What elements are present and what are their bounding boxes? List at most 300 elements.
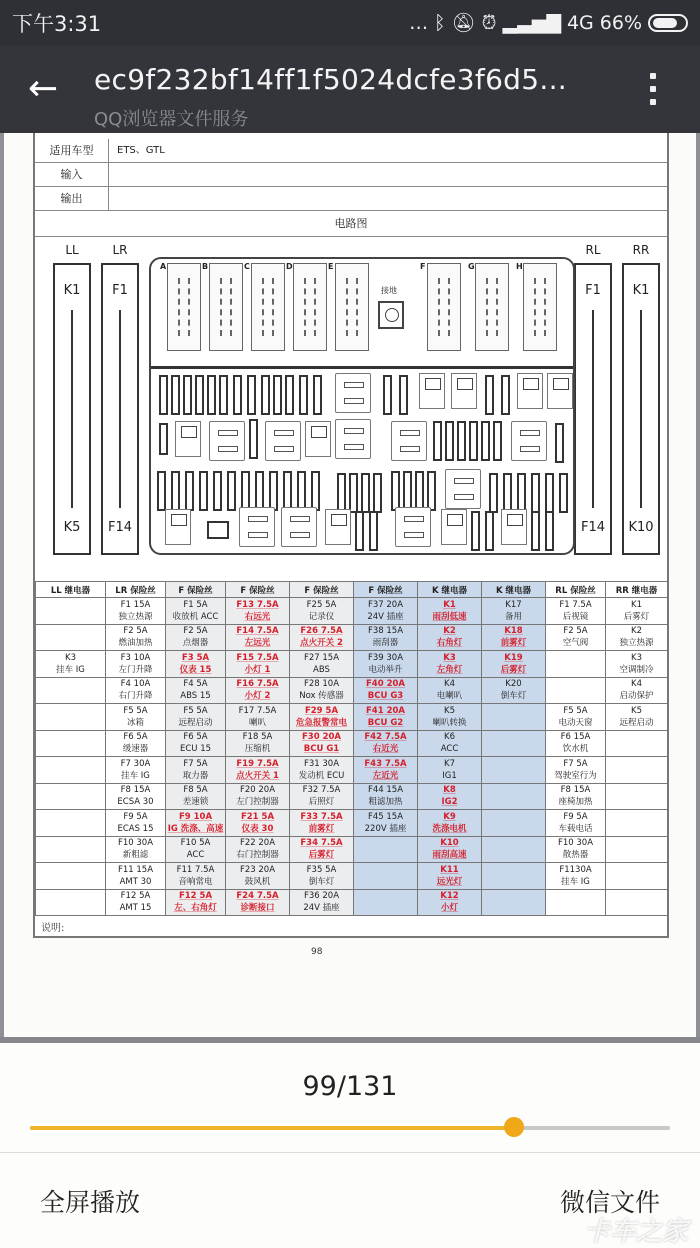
table-cell: [290, 651, 354, 678]
cell-function: 右门升降: [118, 691, 153, 702]
table-cell: [290, 889, 354, 916]
column-header: F 保险丝: [226, 582, 290, 598]
table-cell: [226, 836, 290, 863]
back-arrow-icon[interactable]: ←: [28, 68, 59, 109]
cell-function: 车载电话: [558, 823, 593, 834]
cell-function: 缓速器: [122, 744, 149, 755]
table-cell: [482, 836, 546, 863]
cell-function: 雨刮器: [372, 638, 399, 649]
cell-code: F7 30A: [120, 758, 151, 769]
cell-code: K4: [444, 679, 455, 690]
cell-function: 右远光: [244, 611, 271, 622]
cell-code: F5 5A: [563, 705, 588, 716]
table-cell: [106, 624, 166, 651]
cell-code: F13 7.5A: [236, 599, 279, 610]
more-options-icon[interactable]: [646, 73, 660, 105]
cell-function: 仪表 30: [241, 823, 274, 834]
cell-function: 鼓风机: [244, 876, 271, 887]
table-cell: [606, 757, 668, 784]
wechat-files-button[interactable]: 微信文件: [559, 1188, 660, 1217]
cell-function: 仪表 15: [179, 664, 212, 675]
table-cell: [482, 704, 546, 731]
table-cell: [606, 651, 668, 678]
table-cell: [354, 677, 418, 704]
cell-function: 右近光: [372, 744, 399, 755]
table-row: [36, 810, 668, 837]
bluetooth-icon: ᛒ: [434, 11, 446, 34]
table-cell: [106, 810, 166, 837]
cell-code: F6 5A: [183, 732, 208, 743]
table-cell: [106, 889, 166, 916]
cell-function: 挂车 IG: [561, 876, 590, 887]
cell-function: 远程启动: [619, 717, 654, 728]
table-cell: [546, 757, 606, 784]
cell-function: BCU G3: [367, 691, 404, 702]
table-cell: [354, 863, 418, 890]
strip-ll: LL K1 K5: [51, 237, 93, 555]
table-cell: [166, 598, 226, 625]
info-label: 输出: [35, 187, 109, 210]
cell-code: F1 5A: [183, 599, 208, 610]
info-label: 适用车型: [35, 139, 109, 162]
cell-function: 压缩机: [244, 744, 271, 755]
table-row: [36, 651, 668, 678]
cell-function: 诊断接口: [240, 903, 275, 914]
cell-code: K10: [440, 838, 459, 849]
table-cell: [606, 624, 668, 651]
cell-function: 冰箱: [126, 717, 144, 728]
column-header: K 继电器: [418, 582, 482, 598]
table-cell: [354, 651, 418, 678]
cell-code: K4: [631, 679, 642, 690]
info-row-output: [35, 187, 667, 211]
table-cell: [418, 598, 482, 625]
app-bar: [0, 45, 700, 133]
table-cell: [354, 889, 418, 916]
table-cell: [166, 730, 226, 757]
column-header: F 保险丝: [290, 582, 354, 598]
table-cell: [166, 757, 226, 784]
bottom-bar: [0, 1043, 700, 1247]
cell-code: F25 5A: [306, 599, 337, 610]
fuse-box-diagram: [149, 257, 575, 555]
cell-function: 差速锁: [182, 797, 209, 808]
table-cell: [354, 783, 418, 810]
page-edge-left: [0, 133, 4, 1043]
table-cell: [290, 730, 354, 757]
cell-code: F28 10A: [303, 679, 340, 690]
cell-code: F33 7.5A: [300, 811, 343, 822]
cell-function: 座椅加热: [558, 797, 593, 808]
cell-function: 点火开关 2: [300, 638, 343, 649]
battery-percent: 66%: [599, 11, 642, 34]
table-cell: [36, 757, 106, 784]
cell-function: 右门控制器: [236, 850, 279, 861]
cell-function: 后雾灯: [500, 664, 527, 675]
cell-code: F9 5A: [563, 811, 588, 822]
info-value: ETS、GTL: [117, 145, 165, 156]
cell-function: 倒车灯: [308, 876, 335, 887]
table-row: [36, 598, 668, 625]
table-cell: [166, 624, 226, 651]
cell-code: K18: [504, 626, 523, 637]
cell-code: F24 7.5A: [236, 891, 279, 902]
cell-code: K1: [631, 599, 642, 610]
table-cell: [226, 783, 290, 810]
cell-code: F30 20A: [301, 732, 341, 743]
cell-function: 24V 插座: [303, 903, 340, 914]
cell-code: F27 15A: [303, 652, 340, 663]
table-row: [36, 889, 668, 916]
ground-label: 接地: [381, 286, 397, 295]
connector-e: E: [335, 263, 369, 351]
slider-thumb[interactable]: [504, 1117, 524, 1137]
table-cell: [482, 863, 546, 890]
page-counter: 99/131: [302, 1071, 398, 1102]
cell-code: F11 7.5A: [176, 864, 215, 875]
table-cell: [606, 598, 668, 625]
diagram-title: 电路图: [35, 211, 667, 237]
table-cell: [546, 704, 606, 731]
table-cell: [606, 677, 668, 704]
cell-function: 空气阀: [562, 638, 589, 649]
signal-icon: ▂▃▅▇: [502, 11, 561, 34]
table-cell: [226, 810, 290, 837]
table-header: [36, 582, 668, 598]
cell-function: 前雾灯: [500, 638, 527, 649]
table-cell: [354, 704, 418, 731]
table-cell: [354, 624, 418, 651]
cell-code: F12 5A: [178, 891, 213, 902]
table-cell: [418, 624, 482, 651]
table-cell: [290, 624, 354, 651]
cell-function: 前雾灯: [308, 823, 335, 834]
cell-code: F10 30A: [557, 838, 594, 849]
cell-function: 挂车 IG: [121, 770, 150, 781]
cell-code: F9 5A: [123, 811, 148, 822]
table-cell: [290, 677, 354, 704]
cell-function: 小灯 1: [244, 664, 271, 675]
table-cell: [290, 757, 354, 784]
table-cell: [606, 704, 668, 731]
table-cell: [226, 730, 290, 757]
cell-code: F1130A: [559, 864, 592, 875]
cell-code: K11: [440, 864, 459, 875]
strip-rr: RR K1 K10: [620, 237, 662, 555]
cell-code: F19 7.5A: [236, 758, 279, 769]
cell-function: 喇叭: [248, 717, 266, 728]
cell-code: K2: [443, 626, 456, 637]
connector-a: A: [167, 263, 201, 351]
cell-code: F45 15A: [367, 811, 404, 822]
cell-function: IG 洗涤、高速: [167, 823, 224, 834]
connector-g: G: [475, 263, 509, 351]
cell-function: 记录仪: [308, 611, 335, 622]
table-cell: [546, 598, 606, 625]
cell-code: K12: [440, 891, 459, 902]
cell-function: 后照灯: [308, 797, 335, 808]
table-cell: [418, 836, 482, 863]
cell-code: K3: [443, 652, 456, 663]
document-viewer[interactable]: [0, 133, 700, 1043]
cell-code: F14 7.5A: [236, 626, 279, 637]
cell-code: F15 7.5A: [236, 652, 279, 663]
page-edge-right: [696, 133, 700, 1043]
cell-function: 独立热源: [619, 638, 654, 649]
info-row-input: [35, 163, 667, 187]
cell-code: K6: [444, 732, 455, 743]
info-row-vehicle: [35, 139, 667, 163]
cell-function: 远程启动: [178, 717, 213, 728]
table-cell: [166, 783, 226, 810]
cell-code: F2 5A: [123, 626, 148, 637]
cell-code: F36 20A: [303, 891, 340, 902]
cell-function: 点烟器: [182, 638, 209, 649]
table-cell: [36, 836, 106, 863]
cell-code: F31 30A: [303, 758, 340, 769]
table-cell: [354, 757, 418, 784]
table-cell: [226, 651, 290, 678]
cell-code: F43 7.5A: [364, 758, 407, 769]
cell-code: F3 10A: [120, 652, 151, 663]
cell-function: 雨刮高速: [432, 850, 467, 861]
table-cell: [290, 704, 354, 731]
cell-function: 电动举升: [368, 664, 403, 675]
table-cell: [354, 836, 418, 863]
cell-function: 倒车灯: [500, 691, 527, 702]
mute-icon: 🔕︎: [451, 12, 476, 34]
cell-code: F10 5A: [180, 838, 211, 849]
watermark-logo: 卡车之家: [583, 1217, 688, 1247]
cell-function: 电喇叭: [436, 691, 463, 702]
cell-function: 备用: [504, 611, 522, 622]
table-cell: [546, 730, 606, 757]
table-row: [36, 863, 668, 890]
table-cell: [36, 889, 106, 916]
cell-code: K5: [444, 705, 455, 716]
cell-code: F4 10A: [120, 679, 151, 690]
table-cell: [482, 677, 546, 704]
cell-function: ACC: [186, 850, 205, 861]
fuse-relay-table: [35, 581, 668, 916]
cell-code: K9: [443, 811, 456, 822]
cell-function: 空调制冷: [619, 664, 654, 675]
cell-code: F37 20A: [367, 599, 404, 610]
cell-function: 24V 插座: [367, 611, 404, 622]
cell-function: 后视镜: [562, 611, 589, 622]
cell-function: AMT 30: [119, 876, 152, 887]
cell-function: 驾驶室行为: [554, 770, 597, 781]
table-cell: [166, 836, 226, 863]
table-cell: [106, 783, 166, 810]
cell-code: K20: [505, 679, 522, 690]
cell-code: F4 5A: [183, 679, 208, 690]
cell-code: F2 5A: [563, 626, 588, 637]
cell-function: 电动天窗: [558, 717, 593, 728]
cell-code: F40 20A: [365, 679, 405, 690]
cell-function: 新粗滤: [122, 850, 149, 861]
cell-code: F34 7.5A: [300, 838, 343, 849]
table-cell: [354, 730, 418, 757]
table-cell: [226, 863, 290, 890]
page-slider[interactable]: [30, 1125, 670, 1131]
cell-function: ECAS 15: [117, 823, 154, 834]
cell-function: 远光灯: [436, 876, 463, 887]
note-label: 说明:: [41, 923, 65, 934]
cell-function: 挂车 IG: [56, 664, 85, 675]
table-cell: [36, 863, 106, 890]
cell-code: F38 15A: [367, 626, 404, 637]
column-header: F 保险丝: [166, 582, 226, 598]
connector-f: F: [427, 263, 461, 351]
table-cell: [606, 783, 668, 810]
status-time: 下午3:31: [12, 11, 102, 36]
table-cell: [290, 810, 354, 837]
table-cell: [106, 651, 166, 678]
table-cell: [354, 598, 418, 625]
table-cell: [482, 598, 546, 625]
cell-code: F17 7.5A: [238, 705, 277, 716]
table-cell: [166, 810, 226, 837]
cell-function: 左门升降: [118, 664, 153, 675]
cell-code: F32 7.5A: [302, 785, 341, 796]
table-cell: [418, 651, 482, 678]
table-cell: [106, 757, 166, 784]
connector-d: D: [293, 263, 327, 351]
table-row: [36, 783, 668, 810]
column-header: RL 保险丝: [546, 582, 606, 598]
table-cell: [226, 598, 290, 625]
fullscreen-play-button[interactable]: 全屏播放: [40, 1188, 141, 1217]
cell-function: 喇叭转换: [432, 717, 467, 728]
cell-function: 取力器: [182, 770, 209, 781]
cell-function: ECSA 30: [117, 797, 154, 808]
cell-function: 饮水机: [562, 744, 589, 755]
cell-code: F5 5A: [123, 705, 148, 716]
table-cell: [290, 863, 354, 890]
table-cell: [226, 757, 290, 784]
cell-function: 音响常电: [178, 876, 213, 887]
cell-function: Nox 传感器: [299, 691, 344, 702]
table-cell: [418, 704, 482, 731]
cell-function: 小灯 2: [244, 691, 271, 702]
cell-function: 雨刮低速: [432, 611, 467, 622]
more-dots-icon: …: [409, 11, 429, 34]
cell-function: BCU G2: [367, 717, 404, 728]
cell-code: K2: [631, 626, 642, 637]
cell-function: 危急报警常电: [295, 717, 347, 728]
cell-function: 燃油加热: [118, 638, 153, 649]
cell-function: 右角灯: [436, 638, 463, 649]
table-cell: [36, 677, 106, 704]
strip-lr: LR F1 F14: [99, 237, 141, 555]
cell-function: 左门控制器: [236, 797, 279, 808]
table-row: [36, 677, 668, 704]
table-cell: [418, 757, 482, 784]
table-cell: [36, 783, 106, 810]
cell-function: 左角灯: [436, 664, 463, 675]
file-subtitle: QQ浏览器文件服务: [94, 109, 249, 130]
cell-code: K3: [631, 652, 642, 663]
cell-code: F7 5A: [183, 758, 208, 769]
cell-function: 左近光: [372, 770, 399, 781]
table-cell: [106, 598, 166, 625]
strip-rl: RL F1 F14: [572, 237, 614, 555]
cell-function: 左远光: [244, 638, 271, 649]
column-header: LL 继电器: [36, 582, 106, 598]
table-cell: [36, 624, 106, 651]
cell-code: F21 5A: [240, 811, 275, 822]
cell-code: F1 7.5A: [559, 599, 592, 610]
table-cell: [482, 651, 546, 678]
info-label: 输入: [35, 163, 109, 186]
table-cell: [106, 863, 166, 890]
table-cell: [166, 889, 226, 916]
cell-code: K8: [443, 785, 456, 796]
table-cell: [418, 783, 482, 810]
cell-code: F16 7.5A: [236, 679, 279, 690]
table-cell: [418, 677, 482, 704]
cell-function: ECU 15: [179, 744, 212, 755]
table-cell: [290, 836, 354, 863]
cell-function: 粗滤加热: [368, 797, 403, 808]
cell-function: 点火开关 1: [236, 770, 279, 781]
table-row: [36, 730, 668, 757]
cell-function: BCU G1: [303, 744, 340, 755]
table-cell: [166, 651, 226, 678]
table-cell: [546, 651, 606, 678]
table-cell: [290, 783, 354, 810]
cell-function: 后雾灯: [308, 850, 335, 861]
column-header: LR 保险丝: [106, 582, 166, 598]
cell-function: ABS: [313, 664, 330, 675]
info-value: [109, 187, 117, 210]
alarm-icon: ⏰︎: [481, 11, 497, 34]
ground-terminal-icon: [378, 301, 404, 329]
connector-zone: [151, 259, 573, 369]
file-title: ec9f232bf14ff1f5024dcfe3f6d5...: [94, 63, 567, 96]
table-cell: [482, 783, 546, 810]
cell-code: K1: [443, 599, 456, 610]
divider: [0, 1152, 700, 1153]
slider-fill: [30, 1126, 514, 1130]
cell-code: F22 20A: [239, 838, 276, 849]
cell-function: 洗涤电机: [432, 823, 467, 834]
cell-code: F8 15A: [560, 785, 591, 796]
status-icons: [409, 11, 688, 34]
table-cell: [106, 730, 166, 757]
cell-code: K19: [504, 652, 523, 663]
cell-code: F3 5A: [181, 652, 210, 663]
table-cell: [546, 889, 606, 916]
cell-code: F11 15A: [117, 864, 154, 875]
table-cell: [166, 704, 226, 731]
cell-function: 启动保护: [619, 691, 654, 702]
table-cell: [36, 598, 106, 625]
table-cell: [36, 810, 106, 837]
cell-code: K7: [444, 758, 455, 769]
cell-code: F8 15A: [120, 785, 151, 796]
table-cell: [418, 730, 482, 757]
cell-code: F9 10A: [178, 811, 213, 822]
cell-function: ABS 15: [180, 691, 211, 702]
cell-code: F18 5A: [242, 732, 273, 743]
table-cell: [290, 598, 354, 625]
cell-function: AMT 15: [119, 903, 152, 914]
cell-code: F26 7.5A: [300, 626, 343, 637]
table-cell: [354, 810, 418, 837]
column-header: F 保险丝: [354, 582, 418, 598]
